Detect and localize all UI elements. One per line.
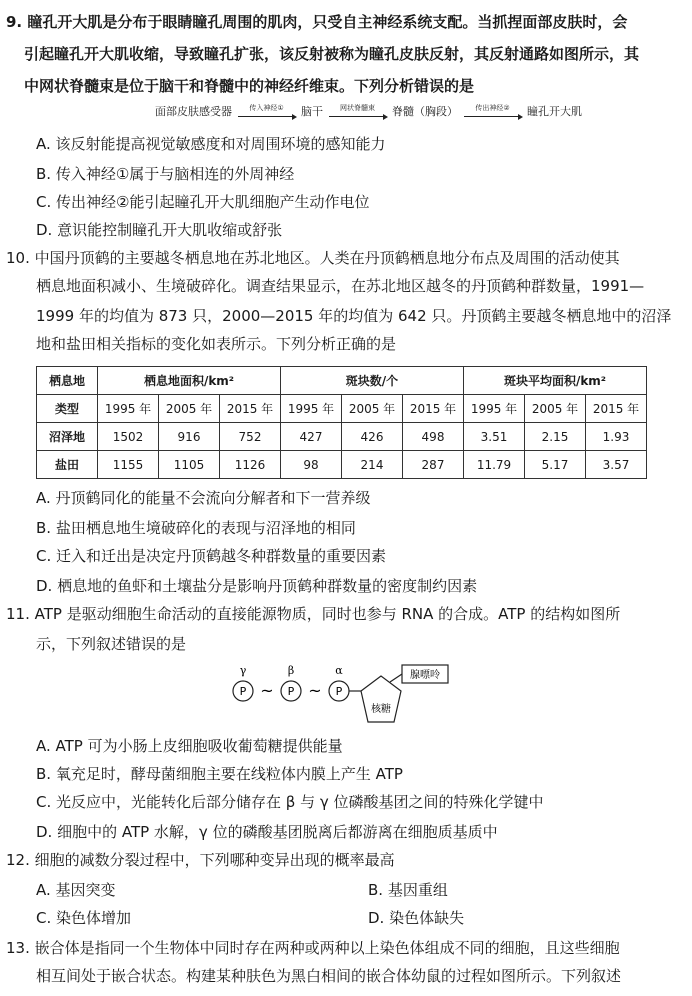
reflex-pathway-diagram bbox=[155, 104, 582, 120]
q11-option-b: B. 氧充足时，酵母菌细胞主要在线粒体内膜上产生 ATP bbox=[36, 765, 403, 783]
q10-stem-line-1: 10. 中国丹顶鹤的主要越冬栖息地在苏北地区。人类在丹顶鹤栖息地分布点及周围的活动使其 bbox=[6, 249, 620, 267]
table-year: 2015 年 bbox=[586, 395, 647, 423]
q10-option-d: D. 栖息地的鱼虾和土壤盐分是影响丹顶鹤种群数量的密度制约因素 bbox=[36, 577, 478, 595]
phosphate-alpha-text: P bbox=[335, 685, 343, 698]
table-year: 2015 年 bbox=[403, 395, 464, 423]
table-cell: 427 bbox=[281, 423, 342, 451]
table-year: 1995 年 bbox=[281, 395, 342, 423]
table-cell: 11.79 bbox=[464, 451, 525, 479]
pathway-arrow-efferent: 传出神经② bbox=[462, 104, 524, 120]
table-cell: 214 bbox=[342, 451, 403, 479]
q10-stem-line-4: 地和盐田相关指标的变化如表所示。下列分析正确的是 bbox=[36, 335, 397, 353]
q13-stem-line-1: 13. 嵌合体是指同一个生物体中同时存在两种或两种以上染色体组成不同的细胞，且这些细胞 bbox=[6, 939, 620, 957]
table-cell: 98 bbox=[281, 451, 342, 479]
table-header-type-2: 类型 bbox=[37, 395, 98, 423]
table-cell: 752 bbox=[220, 423, 281, 451]
q12-option-a: A. 基因突变 bbox=[36, 881, 116, 899]
table-header-type: 栖息地 bbox=[37, 367, 98, 395]
table-cell: 426 bbox=[342, 423, 403, 451]
pathway-node-receptor: 面部皮肤感受器 bbox=[155, 105, 232, 118]
pathway-arrow-reticulospinal: 网状脊髓束 bbox=[327, 104, 389, 120]
table-cell: 916 bbox=[159, 423, 220, 451]
table-header-area: 栖息地面积/km² bbox=[98, 367, 281, 395]
table-cell: 3.51 bbox=[464, 423, 525, 451]
q10-option-a: A. 丹顶鹤同化的能量不会流向分解者和下一营养级 bbox=[36, 489, 371, 507]
habitat-data-table bbox=[36, 366, 647, 479]
table-row bbox=[37, 451, 647, 479]
q12-option-d: D. 染色体缺失 bbox=[368, 909, 465, 927]
q9-option-c: C. 传出神经②能引起瞳孔开大肌细胞产生动作电位 bbox=[36, 193, 370, 211]
q10-option-b: B. 盐田栖息地生境破碎化的表现与沼泽地的相同 bbox=[36, 519, 356, 537]
q11-option-c: C. 光反应中，光能转化后部分储存在 β 与 γ 位磷酸基团之间的特殊化学键中 bbox=[36, 793, 544, 811]
table-row bbox=[37, 423, 647, 451]
q11-option-a: A. ATP 可为小肠上皮细胞吸收葡萄糖提供能量 bbox=[36, 737, 343, 755]
q11-stem-line-2: 示，下列叙述错误的是 bbox=[36, 635, 187, 653]
q12-option-b: B. 基因重组 bbox=[368, 881, 448, 899]
pathway-node-brainstem: 脑干 bbox=[301, 105, 323, 118]
q9-option-a: A. 该反射能提高视觉敏感度和对周围环境的感知能力 bbox=[36, 135, 386, 153]
pathway-arrow-afferent: 传入神经① bbox=[236, 104, 298, 120]
q10-stem-line-3: 1999 年的均值为 873 只，2000—2015 年的均值为 642 只。丹顶鹤主要越冬栖息地中的沼泽 bbox=[36, 307, 672, 325]
q10-stem-line-2: 栖息地面积减小、生境破碎化。调查结果显示，在苏北地区越冬的丹顶鹤种群数量，1991— bbox=[36, 277, 645, 295]
table-header-patch-count: 斑块数/个 bbox=[281, 367, 464, 395]
table-cell: 1.93 bbox=[586, 423, 647, 451]
table-year: 1995 年 bbox=[98, 395, 159, 423]
table-year: 2005 年 bbox=[525, 395, 586, 423]
table-cell: 1126 bbox=[220, 451, 281, 479]
table-year: 1995 年 bbox=[464, 395, 525, 423]
bond-line bbox=[390, 674, 402, 682]
q12-stem: 12. 细胞的减数分裂过程中，下列哪种变异出现的概率最高 bbox=[6, 851, 395, 869]
atp-structure-diagram bbox=[230, 660, 470, 732]
high-energy-bond-2: ~ bbox=[308, 681, 322, 700]
pathway-node-spinal-cord: 脊髓（胸段） bbox=[392, 105, 458, 118]
gamma-label: γ bbox=[239, 664, 247, 677]
phosphate-gamma-text: P bbox=[239, 685, 247, 698]
table-cell: 287 bbox=[403, 451, 464, 479]
table-cell: 1105 bbox=[159, 451, 220, 479]
pathway-node-dilator-muscle: 瞳孔开大肌 bbox=[527, 105, 582, 118]
q9-stem-line-1: 9. 瞳孔开大肌是分布于眼睛瞳孔周围的肌肉，只受自主神经系统支配。当抓捏面部皮肤时，会 bbox=[6, 13, 628, 31]
adenine-label: 腺嘌呤 bbox=[410, 670, 440, 681]
q10-option-c: C. 迁入和迁出是决定丹顶鹤越冬种群数量的重要因素 bbox=[36, 547, 387, 565]
q9-option-b: B. 传入神经①属于与脑相连的外周神经 bbox=[36, 165, 295, 183]
q9-stem-line-2: 引起瞳孔开大肌收缩，导致瞳孔扩张，该反射被称为瞳孔皮肤反射，其反射通路如图所示，其 bbox=[24, 45, 640, 63]
table-year: 2005 年 bbox=[342, 395, 403, 423]
beta-label: β bbox=[287, 664, 295, 677]
ribose-pentagon-icon bbox=[361, 676, 401, 722]
table-cell: 1502 bbox=[98, 423, 159, 451]
table-cell: 1155 bbox=[98, 451, 159, 479]
table-row-label: 沼泽地 bbox=[37, 423, 98, 451]
q9-stem-line-3: 中网状脊髓束是位于脑干和脊髓中的神经纤维束。下列分析错误的是 bbox=[24, 77, 475, 95]
q9-option-d: D. 意识能控制瞳孔开大肌收缩或舒张 bbox=[36, 221, 283, 239]
q11-option-d: D. 细胞中的 ATP 水解，γ 位的磷酸基团脱离后都游离在细胞质基质中 bbox=[36, 823, 498, 841]
table-cell: 498 bbox=[403, 423, 464, 451]
ribose-label: 核糖 bbox=[371, 704, 391, 715]
q13-stem-line-2: 相互间处于嵌合状态。构建某种肤色为黑白相间的嵌合体幼鼠的过程如图所示。下列叙述 bbox=[36, 967, 622, 985]
q11-stem-line-1: 11. ATP 是驱动细胞生命活动的直接能源物质，同时也参与 RNA 的合成。ATP 的结构如图所 bbox=[6, 605, 621, 623]
high-energy-bond-1: ~ bbox=[260, 681, 274, 700]
q12-option-c: C. 染色体增加 bbox=[36, 909, 132, 927]
alpha-label: α bbox=[335, 664, 343, 677]
table-year: 2015 年 bbox=[220, 395, 281, 423]
table-cell: 3.57 bbox=[586, 451, 647, 479]
table-cell: 2.15 bbox=[525, 423, 586, 451]
table-header-patch-avg: 斑块平均面积/km² bbox=[464, 367, 647, 395]
table-cell: 5.17 bbox=[525, 451, 586, 479]
phosphate-beta-text: P bbox=[287, 685, 295, 698]
table-row-label: 盐田 bbox=[37, 451, 98, 479]
table-year: 2005 年 bbox=[159, 395, 220, 423]
